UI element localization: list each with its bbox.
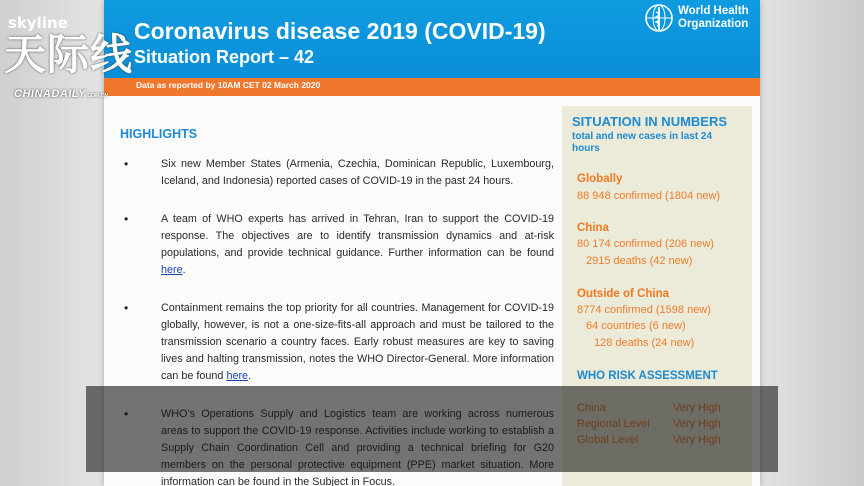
outside-china-label: Outside of China xyxy=(577,288,669,300)
who-name xyxy=(678,5,749,31)
globally-confirmed: 88 948 confirmed (1804 new) xyxy=(577,190,721,202)
who-logo xyxy=(640,2,760,34)
watermark-tianjixian: 天际线 xyxy=(4,31,134,78)
china-deaths: 2915 deaths (42 new) xyxy=(586,255,693,267)
watermark-chinadaily-text: CHINADAILY xyxy=(14,88,87,100)
highlight-after-2: . xyxy=(182,264,186,276)
data-date-bar xyxy=(104,78,760,96)
highlight-after-3: . xyxy=(248,370,252,382)
report-subtitle: Situation Report – 42 xyxy=(134,47,315,67)
highlight-here-link-1[interactable]: here xyxy=(161,264,183,276)
risk-assessment-heading: WHO RISK ASSESSMENT xyxy=(577,370,718,382)
outside-confirmed: 8774 confirmed (1598 new) xyxy=(577,304,711,316)
data-reported-line: Data as reported by 10AM CET 02 March 2020 xyxy=(136,80,321,90)
outside-deaths: 128 deaths (24 new) xyxy=(594,337,695,349)
watermark-skyline: skyline xyxy=(8,14,68,32)
highlight-text-1: Six new Member States (Armenia, Czechia, Dominican Republic, Luxembourg, Iceland, and Indonesia) reported cases of COVID-19 in the past 24 hours. xyxy=(161,158,554,187)
watermark-comcn: .COM.CN xyxy=(86,93,108,99)
highlight-text-4: information can be found in the Subject in Focus. xyxy=(161,476,396,486)
globally-label: Globally xyxy=(577,173,623,185)
report-title: Coronavirus disease 2019 (COVID-19) xyxy=(134,18,546,44)
highlight-here-link-2[interactable]: here xyxy=(226,370,249,382)
channel-watermark xyxy=(0,6,140,106)
subtitle-overlay-band xyxy=(86,386,778,472)
china-label: China xyxy=(577,222,609,234)
highlight-item-2 xyxy=(124,211,554,279)
highlight-item-3 xyxy=(124,300,554,385)
situation-heading: SITUATION IN NUMBERS xyxy=(572,114,728,129)
highlight-item-1 xyxy=(124,156,554,190)
situation-subheading: total and new cases in last 24 hours xyxy=(572,131,713,154)
who-emblem-icon xyxy=(644,3,674,33)
who-name-line2: Organization xyxy=(678,18,749,30)
outside-countries: 64 countries (6 new) xyxy=(586,320,686,332)
china-confirmed: 80 174 confirmed (206 new) xyxy=(577,238,714,250)
highlights-heading: HIGHLIGHTS xyxy=(120,127,198,141)
highlight-text-3: Containment remains the top priority for all countries. Management for COVID-19 globally, however, is not a one-size-fits-all approach and must be tailored to the transmission scenario a country faces. Early robust measures are key to saving lives and halting transmission, notes the WHO Director-General. More information can be found xyxy=(161,302,554,382)
highlight-text-2: A team of WHO experts has arrived in Tehran, Iran to support the COVID-19 response. The objectives are to identify transmission dynamics and at-risk populations, and provide technical guidance. Further information can be found xyxy=(161,213,554,259)
who-name-line1: World Health xyxy=(678,5,749,17)
watermark-chinadaily xyxy=(14,88,108,100)
report-banner xyxy=(104,0,760,78)
